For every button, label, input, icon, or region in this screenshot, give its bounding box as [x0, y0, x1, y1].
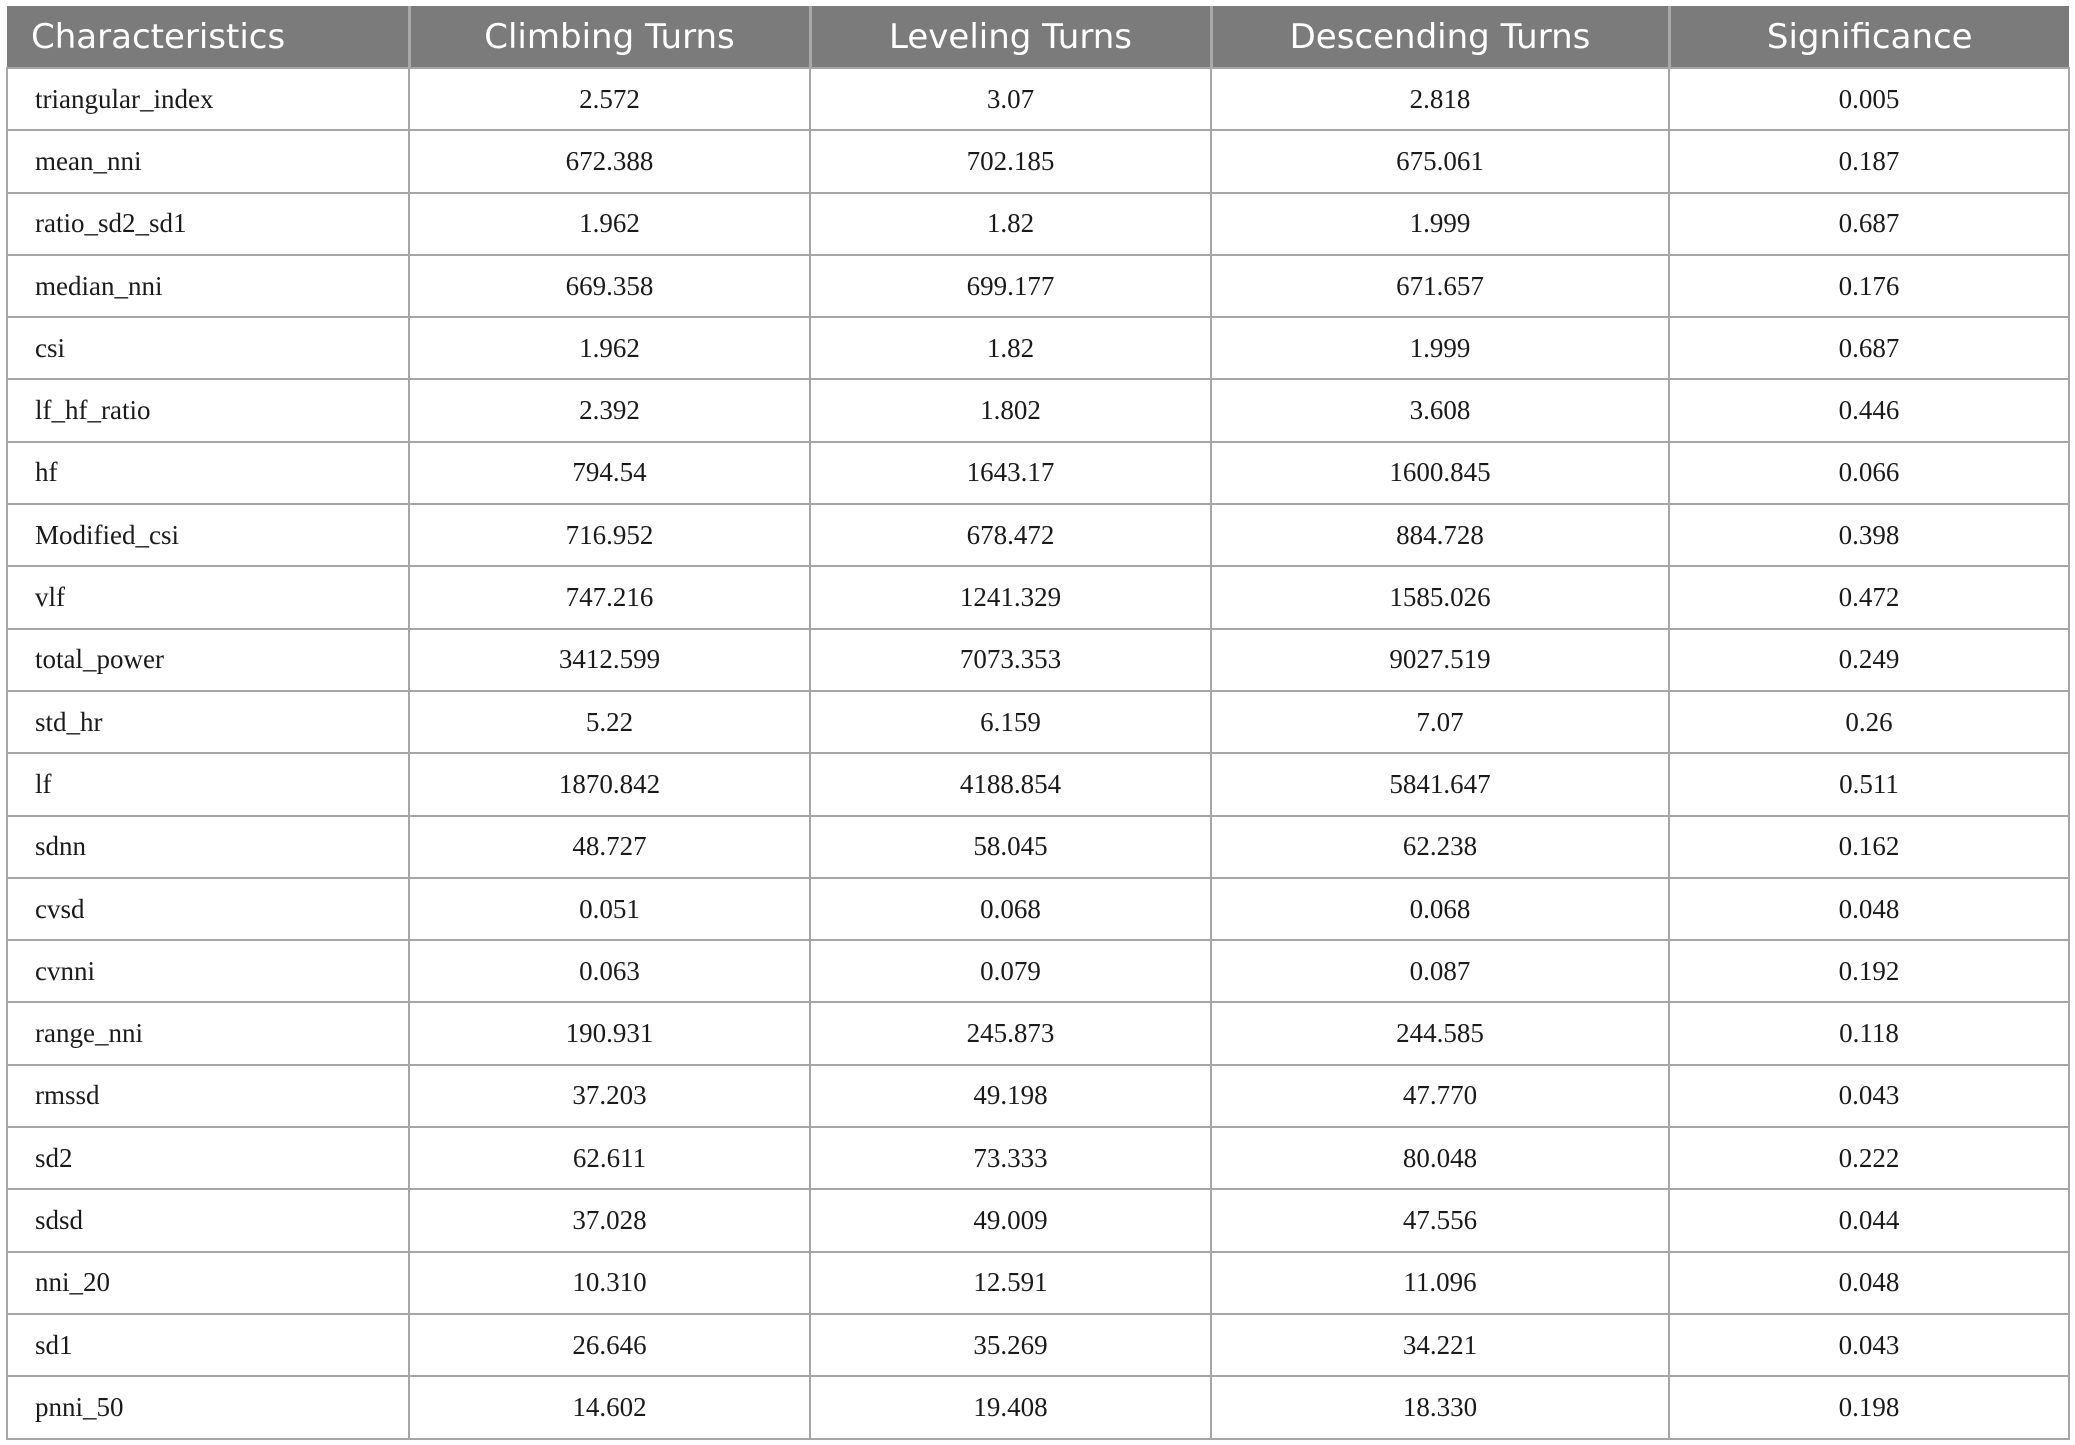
header-leveling-turns: Leveling Turns [810, 6, 1211, 68]
characteristic-cell: lf_hf_ratio [7, 379, 409, 441]
significance-cell: 0.118 [1669, 1002, 2069, 1064]
descending-value-cell: 884.728 [1211, 504, 1669, 566]
significance-cell: 0.176 [1669, 255, 2069, 317]
descending-value-cell: 1.999 [1211, 317, 1669, 379]
leveling-value-cell: 4188.854 [810, 753, 1211, 815]
climbing-value-cell: 190.931 [409, 1002, 810, 1064]
characteristic-cell: median_nni [7, 255, 409, 317]
characteristic-cell: csi [7, 317, 409, 379]
significance-cell: 0.187 [1669, 130, 2069, 192]
significance-cell: 0.192 [1669, 940, 2069, 1002]
climbing-value-cell: 3412.599 [409, 629, 810, 691]
characteristic-cell: rmssd [7, 1065, 409, 1127]
climbing-value-cell: 1.962 [409, 193, 810, 255]
characteristic-cell: Modified_csi [7, 504, 409, 566]
header-row [7, 6, 2069, 68]
descending-value-cell: 47.556 [1211, 1189, 1669, 1251]
climbing-value-cell: 716.952 [409, 504, 810, 566]
significance-cell: 0.446 [1669, 379, 2069, 441]
table-header [7, 6, 2069, 68]
significance-cell: 0.043 [1669, 1065, 2069, 1127]
climbing-value-cell: 26.646 [409, 1314, 810, 1376]
table-row [7, 691, 2069, 753]
leveling-value-cell: 58.045 [810, 816, 1211, 878]
climbing-value-cell: 0.051 [409, 878, 810, 940]
climbing-value-cell: 2.392 [409, 379, 810, 441]
climbing-value-cell: 37.028 [409, 1189, 810, 1251]
characteristic-cell: cvsd [7, 878, 409, 940]
climbing-value-cell: 747.216 [409, 566, 810, 628]
significance-cell: 0.066 [1669, 442, 2069, 504]
table-row [7, 1127, 2069, 1189]
descending-value-cell: 244.585 [1211, 1002, 1669, 1064]
header-descending-turns: Descending Turns [1211, 6, 1669, 68]
climbing-value-cell: 794.54 [409, 442, 810, 504]
descending-value-cell: 7.07 [1211, 691, 1669, 753]
characteristic-cell: hf [7, 442, 409, 504]
leveling-value-cell: 1.82 [810, 193, 1211, 255]
climbing-value-cell: 14.602 [409, 1376, 810, 1438]
table-row [7, 940, 2069, 1002]
characteristic-cell: ratio_sd2_sd1 [7, 193, 409, 255]
climbing-value-cell: 672.388 [409, 130, 810, 192]
table-row [7, 442, 2069, 504]
leveling-value-cell: 1643.17 [810, 442, 1211, 504]
characteristic-cell: sdnn [7, 816, 409, 878]
characteristic-cell: range_nni [7, 1002, 409, 1064]
table-row [7, 130, 2069, 192]
leveling-value-cell: 678.472 [810, 504, 1211, 566]
leveling-value-cell: 3.07 [810, 68, 1211, 130]
table-row [7, 193, 2069, 255]
table-row [7, 1065, 2069, 1127]
significance-cell: 0.687 [1669, 193, 2069, 255]
characteristic-cell: sd1 [7, 1314, 409, 1376]
climbing-value-cell: 2.572 [409, 68, 810, 130]
climbing-value-cell: 0.063 [409, 940, 810, 1002]
table-body [7, 68, 2069, 1439]
significance-cell: 0.222 [1669, 1127, 2069, 1189]
descending-value-cell: 3.608 [1211, 379, 1669, 441]
descending-value-cell: 9027.519 [1211, 629, 1669, 691]
significance-cell: 0.005 [1669, 68, 2069, 130]
characteristic-cell: cvnni [7, 940, 409, 1002]
header-climbing-turns: Climbing Turns [409, 6, 810, 68]
descending-value-cell: 1.999 [1211, 193, 1669, 255]
characteristic-cell: total_power [7, 629, 409, 691]
climbing-value-cell: 48.727 [409, 816, 810, 878]
significance-cell: 0.472 [1669, 566, 2069, 628]
table-row [7, 629, 2069, 691]
characteristic-cell: nni_20 [7, 1252, 409, 1314]
significance-cell: 0.048 [1669, 878, 2069, 940]
header-significance: Significance [1669, 6, 2069, 68]
descending-value-cell: 34.221 [1211, 1314, 1669, 1376]
significance-cell: 0.198 [1669, 1376, 2069, 1438]
table-row [7, 1376, 2069, 1438]
significance-cell: 0.511 [1669, 753, 2069, 815]
descending-value-cell: 0.068 [1211, 878, 1669, 940]
climbing-value-cell: 669.358 [409, 255, 810, 317]
descending-value-cell: 1600.845 [1211, 442, 1669, 504]
table-row [7, 255, 2069, 317]
climbing-value-cell: 62.611 [409, 1127, 810, 1189]
characteristic-cell: sdsd [7, 1189, 409, 1251]
characteristic-cell: lf [7, 753, 409, 815]
characteristic-cell: std_hr [7, 691, 409, 753]
table-row [7, 504, 2069, 566]
descending-value-cell: 62.238 [1211, 816, 1669, 878]
table-row [7, 68, 2069, 130]
leveling-value-cell: 49.009 [810, 1189, 1211, 1251]
descending-value-cell: 80.048 [1211, 1127, 1669, 1189]
characteristic-cell: vlf [7, 566, 409, 628]
descending-value-cell: 675.061 [1211, 130, 1669, 192]
leveling-value-cell: 0.068 [810, 878, 1211, 940]
leveling-value-cell: 12.591 [810, 1252, 1211, 1314]
descending-value-cell: 5841.647 [1211, 753, 1669, 815]
table-row [7, 1189, 2069, 1251]
leveling-value-cell: 1241.329 [810, 566, 1211, 628]
significance-cell: 0.162 [1669, 816, 2069, 878]
significance-cell: 0.249 [1669, 629, 2069, 691]
climbing-value-cell: 1.962 [409, 317, 810, 379]
leveling-value-cell: 35.269 [810, 1314, 1211, 1376]
significance-cell: 0.398 [1669, 504, 2069, 566]
leveling-value-cell: 73.333 [810, 1127, 1211, 1189]
significance-cell: 0.26 [1669, 691, 2069, 753]
characteristic-cell: mean_nni [7, 130, 409, 192]
leveling-value-cell: 1.802 [810, 379, 1211, 441]
descending-value-cell: 18.330 [1211, 1376, 1669, 1438]
descending-value-cell: 11.096 [1211, 1252, 1669, 1314]
leveling-value-cell: 702.185 [810, 130, 1211, 192]
descending-value-cell: 1585.026 [1211, 566, 1669, 628]
table-row [7, 753, 2069, 815]
table-row [7, 379, 2069, 441]
climbing-value-cell: 5.22 [409, 691, 810, 753]
table-row [7, 816, 2069, 878]
table-row [7, 1314, 2069, 1376]
leveling-value-cell: 19.408 [810, 1376, 1211, 1438]
table-row [7, 1252, 2069, 1314]
leveling-value-cell: 0.079 [810, 940, 1211, 1002]
descending-value-cell: 47.770 [1211, 1065, 1669, 1127]
leveling-value-cell: 6.159 [810, 691, 1211, 753]
leveling-value-cell: 49.198 [810, 1065, 1211, 1127]
descending-value-cell: 2.818 [1211, 68, 1669, 130]
characteristic-cell: triangular_index [7, 68, 409, 130]
table-row [7, 878, 2069, 940]
table-row [7, 317, 2069, 379]
climbing-value-cell: 1870.842 [409, 753, 810, 815]
leveling-value-cell: 699.177 [810, 255, 1211, 317]
significance-cell: 0.687 [1669, 317, 2069, 379]
significance-cell: 0.048 [1669, 1252, 2069, 1314]
characteristic-cell: pnni_50 [7, 1376, 409, 1438]
header-characteristics: Characteristics [7, 6, 409, 68]
climbing-value-cell: 37.203 [409, 1065, 810, 1127]
characteristic-cell: sd2 [7, 1127, 409, 1189]
significance-cell: 0.044 [1669, 1189, 2069, 1251]
hrv-comparison-table-container [6, 6, 2068, 1440]
leveling-value-cell: 1.82 [810, 317, 1211, 379]
descending-value-cell: 671.657 [1211, 255, 1669, 317]
leveling-value-cell: 7073.353 [810, 629, 1211, 691]
climbing-value-cell: 10.310 [409, 1252, 810, 1314]
table-row [7, 1002, 2069, 1064]
leveling-value-cell: 245.873 [810, 1002, 1211, 1064]
hrv-comparison-table [6, 6, 2070, 1440]
significance-cell: 0.043 [1669, 1314, 2069, 1376]
table-row [7, 566, 2069, 628]
descending-value-cell: 0.087 [1211, 940, 1669, 1002]
